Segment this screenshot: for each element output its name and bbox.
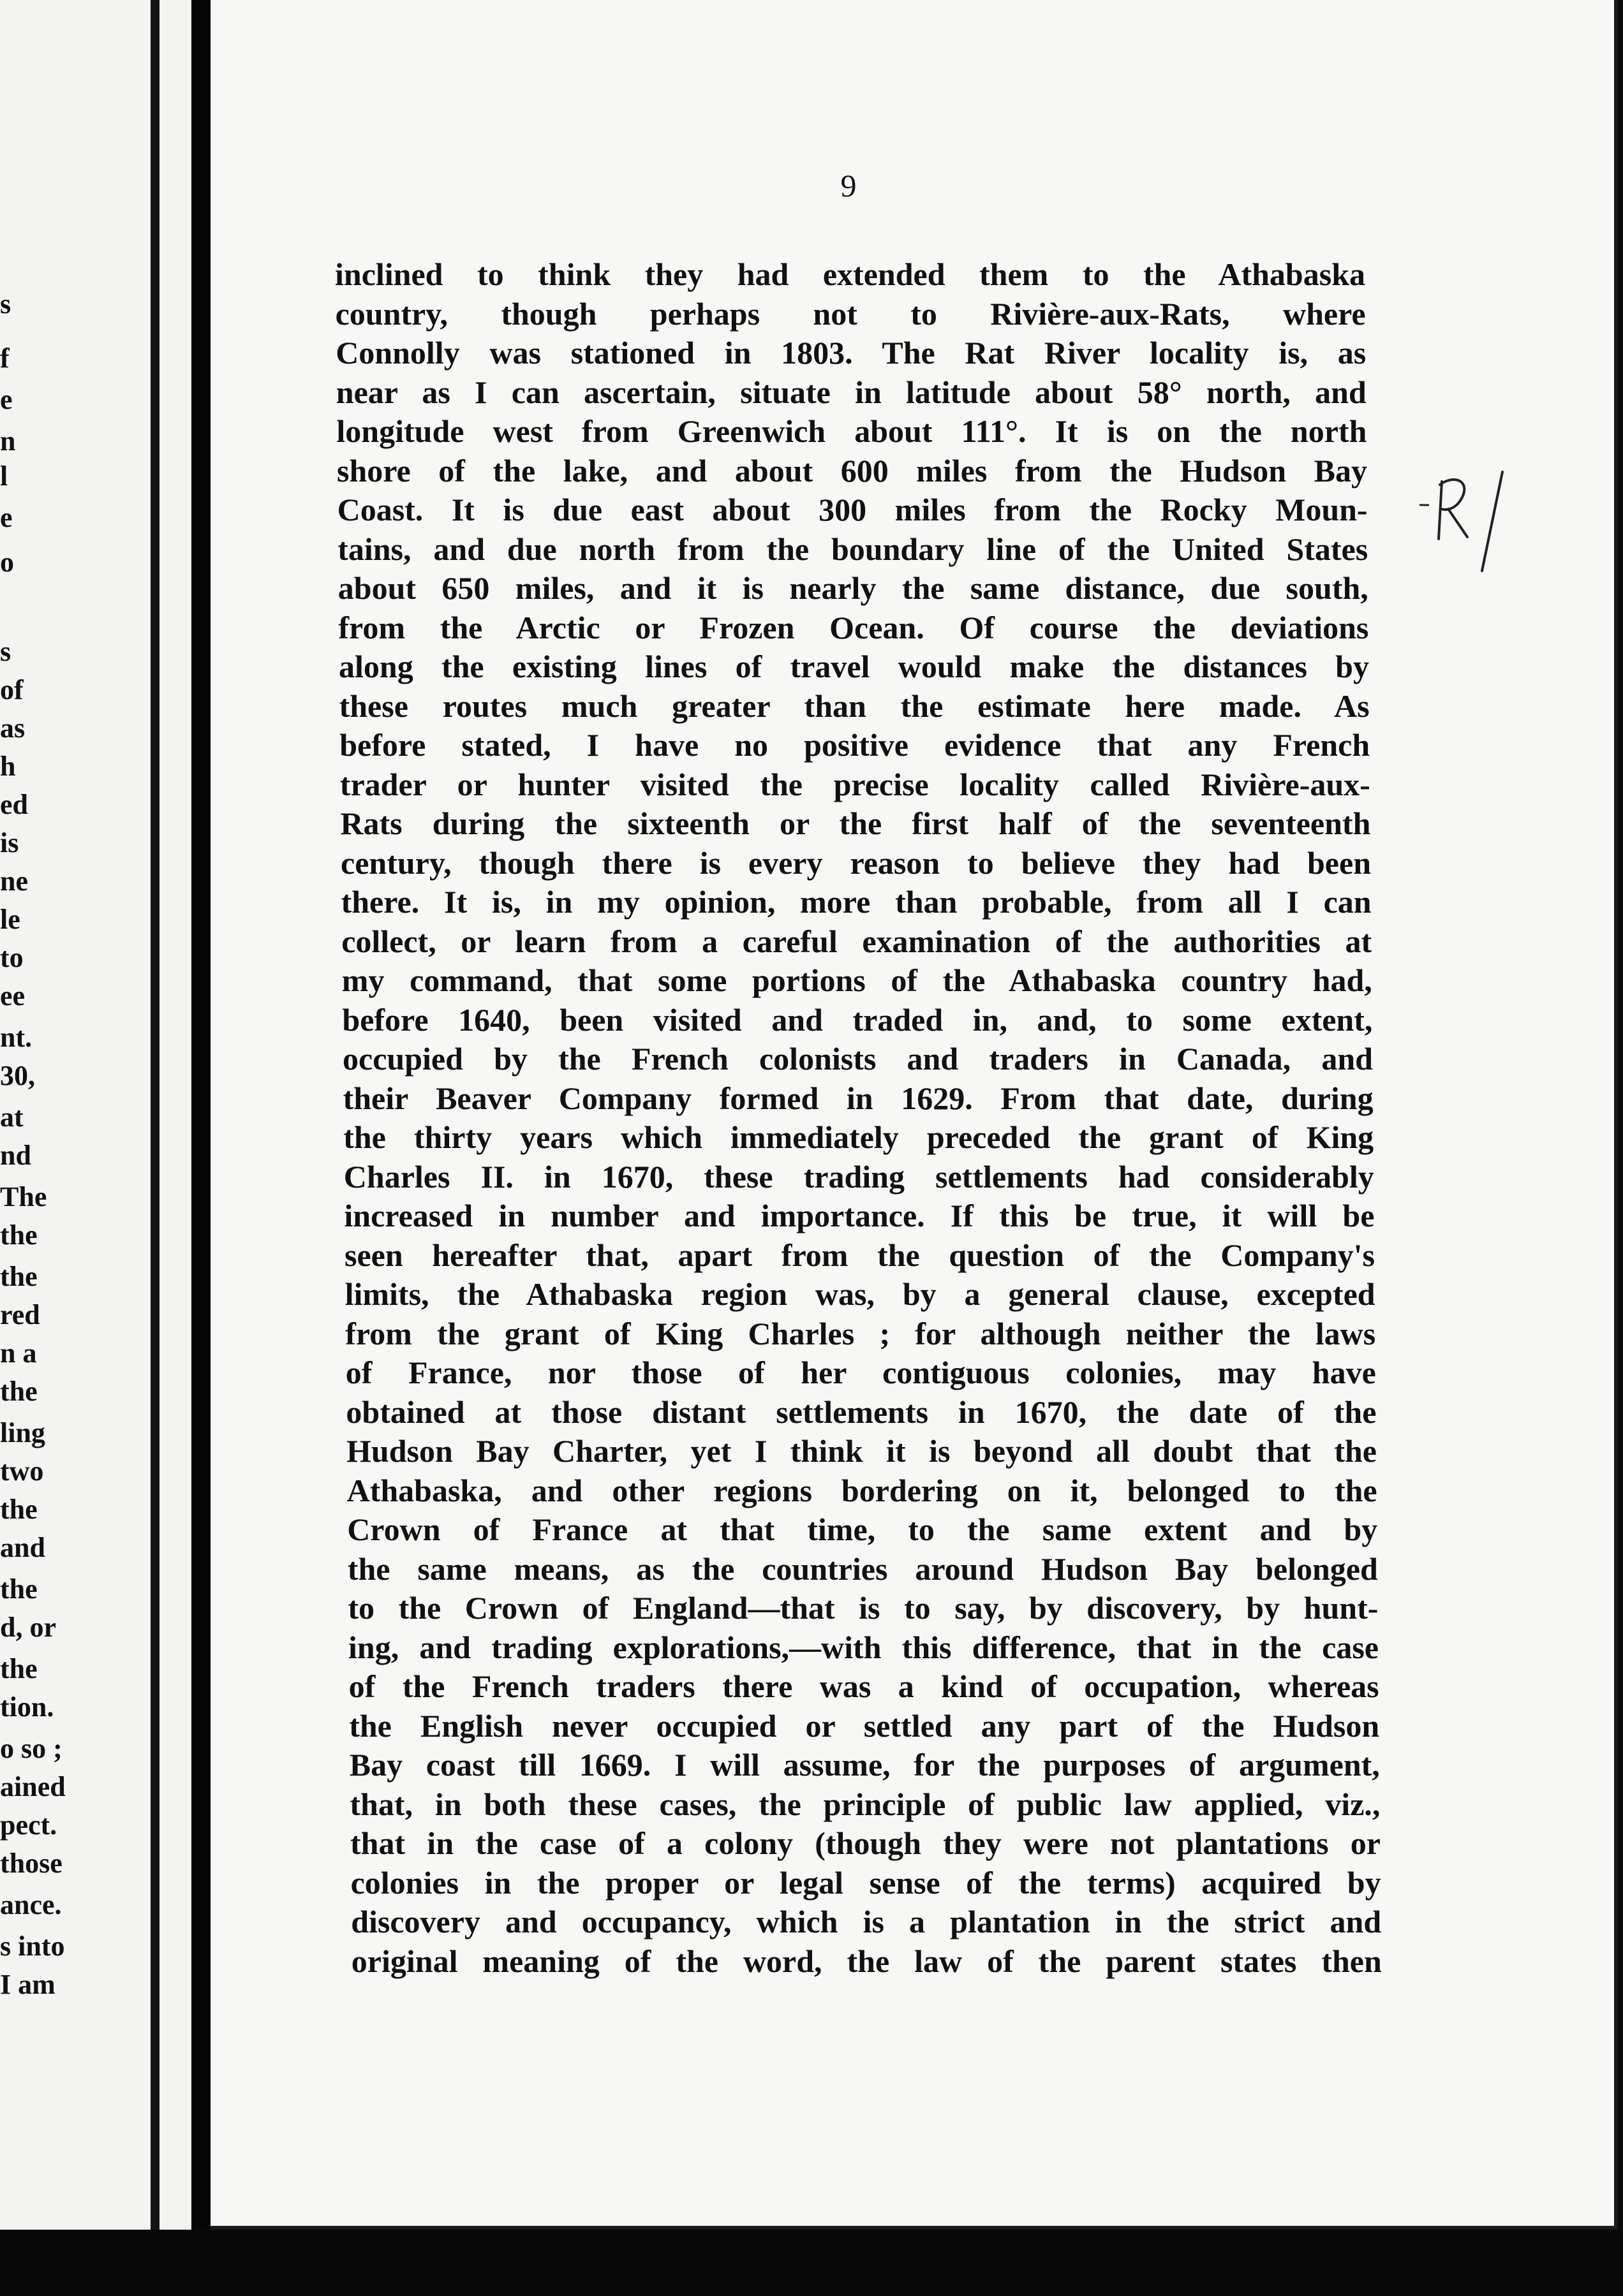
page-bottom-shadow bbox=[0, 2230, 1623, 2296]
left-page-text-fragment: e bbox=[0, 384, 13, 415]
previous-page-fragment bbox=[0, 0, 191, 2296]
handwritten-margin-note bbox=[1419, 466, 1515, 574]
left-page-text-fragment: n a bbox=[0, 1337, 37, 1369]
left-page-text-fragment: to bbox=[0, 942, 24, 973]
left-page-text-fragment: o bbox=[0, 547, 14, 578]
left-page-text-fragment: and bbox=[0, 1532, 45, 1563]
text-line: Connolly was stationed in 1803. The Rat River locality is, as bbox=[336, 335, 1367, 371]
gutter-shadow bbox=[151, 0, 159, 2296]
left-page-text-fragment: e bbox=[0, 502, 13, 533]
left-page-text-fragment: o so ; bbox=[0, 1733, 63, 1764]
left-page-text-fragment: the bbox=[0, 1219, 38, 1251]
left-page-text-fragment: h bbox=[0, 751, 16, 782]
text-line: Crown of France at that time, to the same extent and by bbox=[347, 1512, 1378, 1547]
left-page-text-fragment: is bbox=[0, 827, 19, 858]
left-page-text-fragment: d, or bbox=[0, 1612, 56, 1643]
left-page-text-fragment: the bbox=[0, 1653, 38, 1684]
left-page-text-fragment: ance. bbox=[0, 1889, 62, 1920]
text-line: that, in both these cases, the principle of public law applied, viz., bbox=[350, 1786, 1381, 1822]
left-page-text-fragment: ne bbox=[0, 865, 28, 897]
left-page-text-fragment: two bbox=[0, 1455, 44, 1487]
text-line: the thirty years which immediately preceded the grant of King bbox=[343, 1119, 1374, 1155]
left-page-text-fragment: ained bbox=[0, 1771, 66, 1802]
left-page-text-fragment: the bbox=[0, 1261, 38, 1292]
text-line: longitude west from Greenwich about 111°. It is on the north bbox=[336, 413, 1367, 449]
left-page-text-fragment: the bbox=[0, 1376, 38, 1407]
text-line: Athabaska, and other regions bordering on it, belonged to the bbox=[346, 1472, 1377, 1508]
left-page-text-fragment: pect. bbox=[0, 1809, 57, 1841]
left-page-text-fragment: the bbox=[0, 1573, 38, 1605]
text-line: Coast. It is due east about 300 miles from the Rocky Moun- bbox=[337, 492, 1368, 527]
text-line: Charles II. in 1670, these trading settlements had considerably bbox=[343, 1158, 1374, 1195]
page-number: 9 bbox=[840, 168, 857, 203]
book-spine bbox=[191, 0, 211, 2296]
text-line: occupied by the French colonists and traders in Canada, and bbox=[343, 1041, 1373, 1077]
left-page-text-fragment: of bbox=[0, 674, 24, 705]
text-line: along the existing lines of travel would make the distances by bbox=[339, 649, 1369, 684]
left-page-text-fragment: as bbox=[0, 712, 26, 744]
text-line: original meaning of the word, the law of the parent states then bbox=[351, 1943, 1382, 1979]
left-page-text-fragment: The bbox=[0, 1181, 47, 1212]
left-page-text-fragment: nt. bbox=[0, 1022, 33, 1053]
text-line: ing, and trading explorations,—with this difference, that in the case bbox=[348, 1629, 1379, 1665]
margin-note-letter bbox=[1439, 480, 1467, 539]
left-page-text-fragment: nd bbox=[0, 1140, 31, 1171]
left-page-text-fragment: ee bbox=[0, 980, 26, 1012]
text-line: to the Crown of England—that is to say, by discovery, by hunt- bbox=[348, 1590, 1379, 1626]
text-line: century, though there is every reason to believe they had been bbox=[341, 844, 1371, 881]
left-page-text-fragment: s bbox=[0, 636, 11, 667]
text-line: that in the case of a colony (though they were not plantations or bbox=[350, 1825, 1381, 1861]
left-page-text-fragment: ed bbox=[0, 789, 28, 820]
text-line: country, though perhaps not to Rivière-aux-Rats, where bbox=[335, 295, 1366, 332]
left-page-text-fragment: tion. bbox=[0, 1691, 54, 1723]
left-page-text-fragment: I am bbox=[0, 1969, 56, 2000]
left-page-text-fragment: at bbox=[0, 1101, 24, 1133]
text-line: obtained at those distant settlements in 1670, the date of the bbox=[346, 1394, 1377, 1430]
text-line: colonies in the proper or legal sense of the terms) acquired by bbox=[350, 1864, 1381, 1901]
text-line: of France, nor those of her contiguous colonies, may have bbox=[345, 1355, 1376, 1390]
margin-note-slash bbox=[1482, 472, 1502, 571]
left-page-text-fragment: s bbox=[0, 288, 11, 320]
text-line: the same means, as the countries around Hudson Bay belonged bbox=[347, 1550, 1378, 1587]
margin-note-stroke bbox=[1419, 504, 1429, 505]
text-line: of the French traders there was a kind of occupation, whereas bbox=[348, 1668, 1379, 1704]
left-page-text-fragment: those bbox=[0, 1848, 63, 1879]
left-page-text-fragment: l bbox=[0, 460, 8, 492]
text-line: increased in number and importance. If this be true, it will be bbox=[344, 1198, 1375, 1233]
text-line: about 650 miles, and it is nearly the same distance, due south, bbox=[337, 570, 1368, 606]
text-line: from the Arctic or Frozen Ocean. Of course the deviations bbox=[338, 609, 1369, 645]
text-line: seen hereafter that, apart from the question of the Company's bbox=[345, 1237, 1375, 1273]
left-page-text-fragment: ling bbox=[0, 1417, 45, 1448]
left-page-text-fragment: red bbox=[0, 1299, 40, 1330]
text-line: collect, or learn from a careful examination of the authorities at bbox=[341, 923, 1372, 959]
text-line: discovery and occupancy, which is a plantation in the strict and bbox=[351, 1904, 1382, 1939]
left-page-text-fragment: s into bbox=[0, 1931, 65, 1962]
text-line: the English never occupied or settled any part of the Hudson bbox=[349, 1707, 1380, 1744]
book-page bbox=[211, 0, 1618, 2230]
text-line: my command, that some portions of the Athabaska country had, bbox=[341, 962, 1372, 998]
text-line: trader or hunter visited the precise locality called Rivière-aux- bbox=[339, 766, 1370, 802]
text-line: Rats during the sixteenth or the first half of the seventeenth bbox=[340, 806, 1371, 841]
text-line: near as I can ascertain, situate in latitude about 58° north, and bbox=[336, 374, 1367, 410]
text-line: Bay coast till 1669. I will assume, for the purposes of argument, bbox=[349, 1747, 1380, 1783]
text-line: tains, and due north from the boundary line of the United States bbox=[337, 531, 1368, 567]
left-page-text-fragment: n bbox=[0, 425, 16, 457]
text-line: before stated, I have no positive evidence that any French bbox=[339, 727, 1370, 763]
left-page-text-fragment: the bbox=[0, 1494, 38, 1525]
text-line: there. It is, in my opinion, more than probable, from all I can bbox=[341, 884, 1372, 920]
text-line: shore of the lake, and about 600 miles from the Hudson Bay bbox=[337, 452, 1367, 489]
left-page-text-fragment: f bbox=[0, 342, 10, 374]
text-line: Hudson Bay Charter, yet I think it is beyond all doubt that the bbox=[346, 1433, 1377, 1469]
left-page-text-fragment: 30, bbox=[0, 1060, 35, 1091]
text-line: limits, the Athabaska region was, by a general clause, excepted bbox=[345, 1276, 1375, 1312]
text-line: these routes much greater than the estimate here made. As bbox=[339, 688, 1370, 724]
text-line: before 1640, been visited and traded in, and, to some extent, bbox=[342, 1001, 1373, 1038]
text-line: inclined to think they had extended them to the Athabaska bbox=[335, 256, 1365, 292]
text-line: their Beaver Company formed in 1629. From that date, during bbox=[343, 1080, 1374, 1116]
left-page-text-fragment: le bbox=[0, 904, 20, 935]
text-line: from the grant of King Charles ; for although neither the laws bbox=[345, 1315, 1376, 1351]
